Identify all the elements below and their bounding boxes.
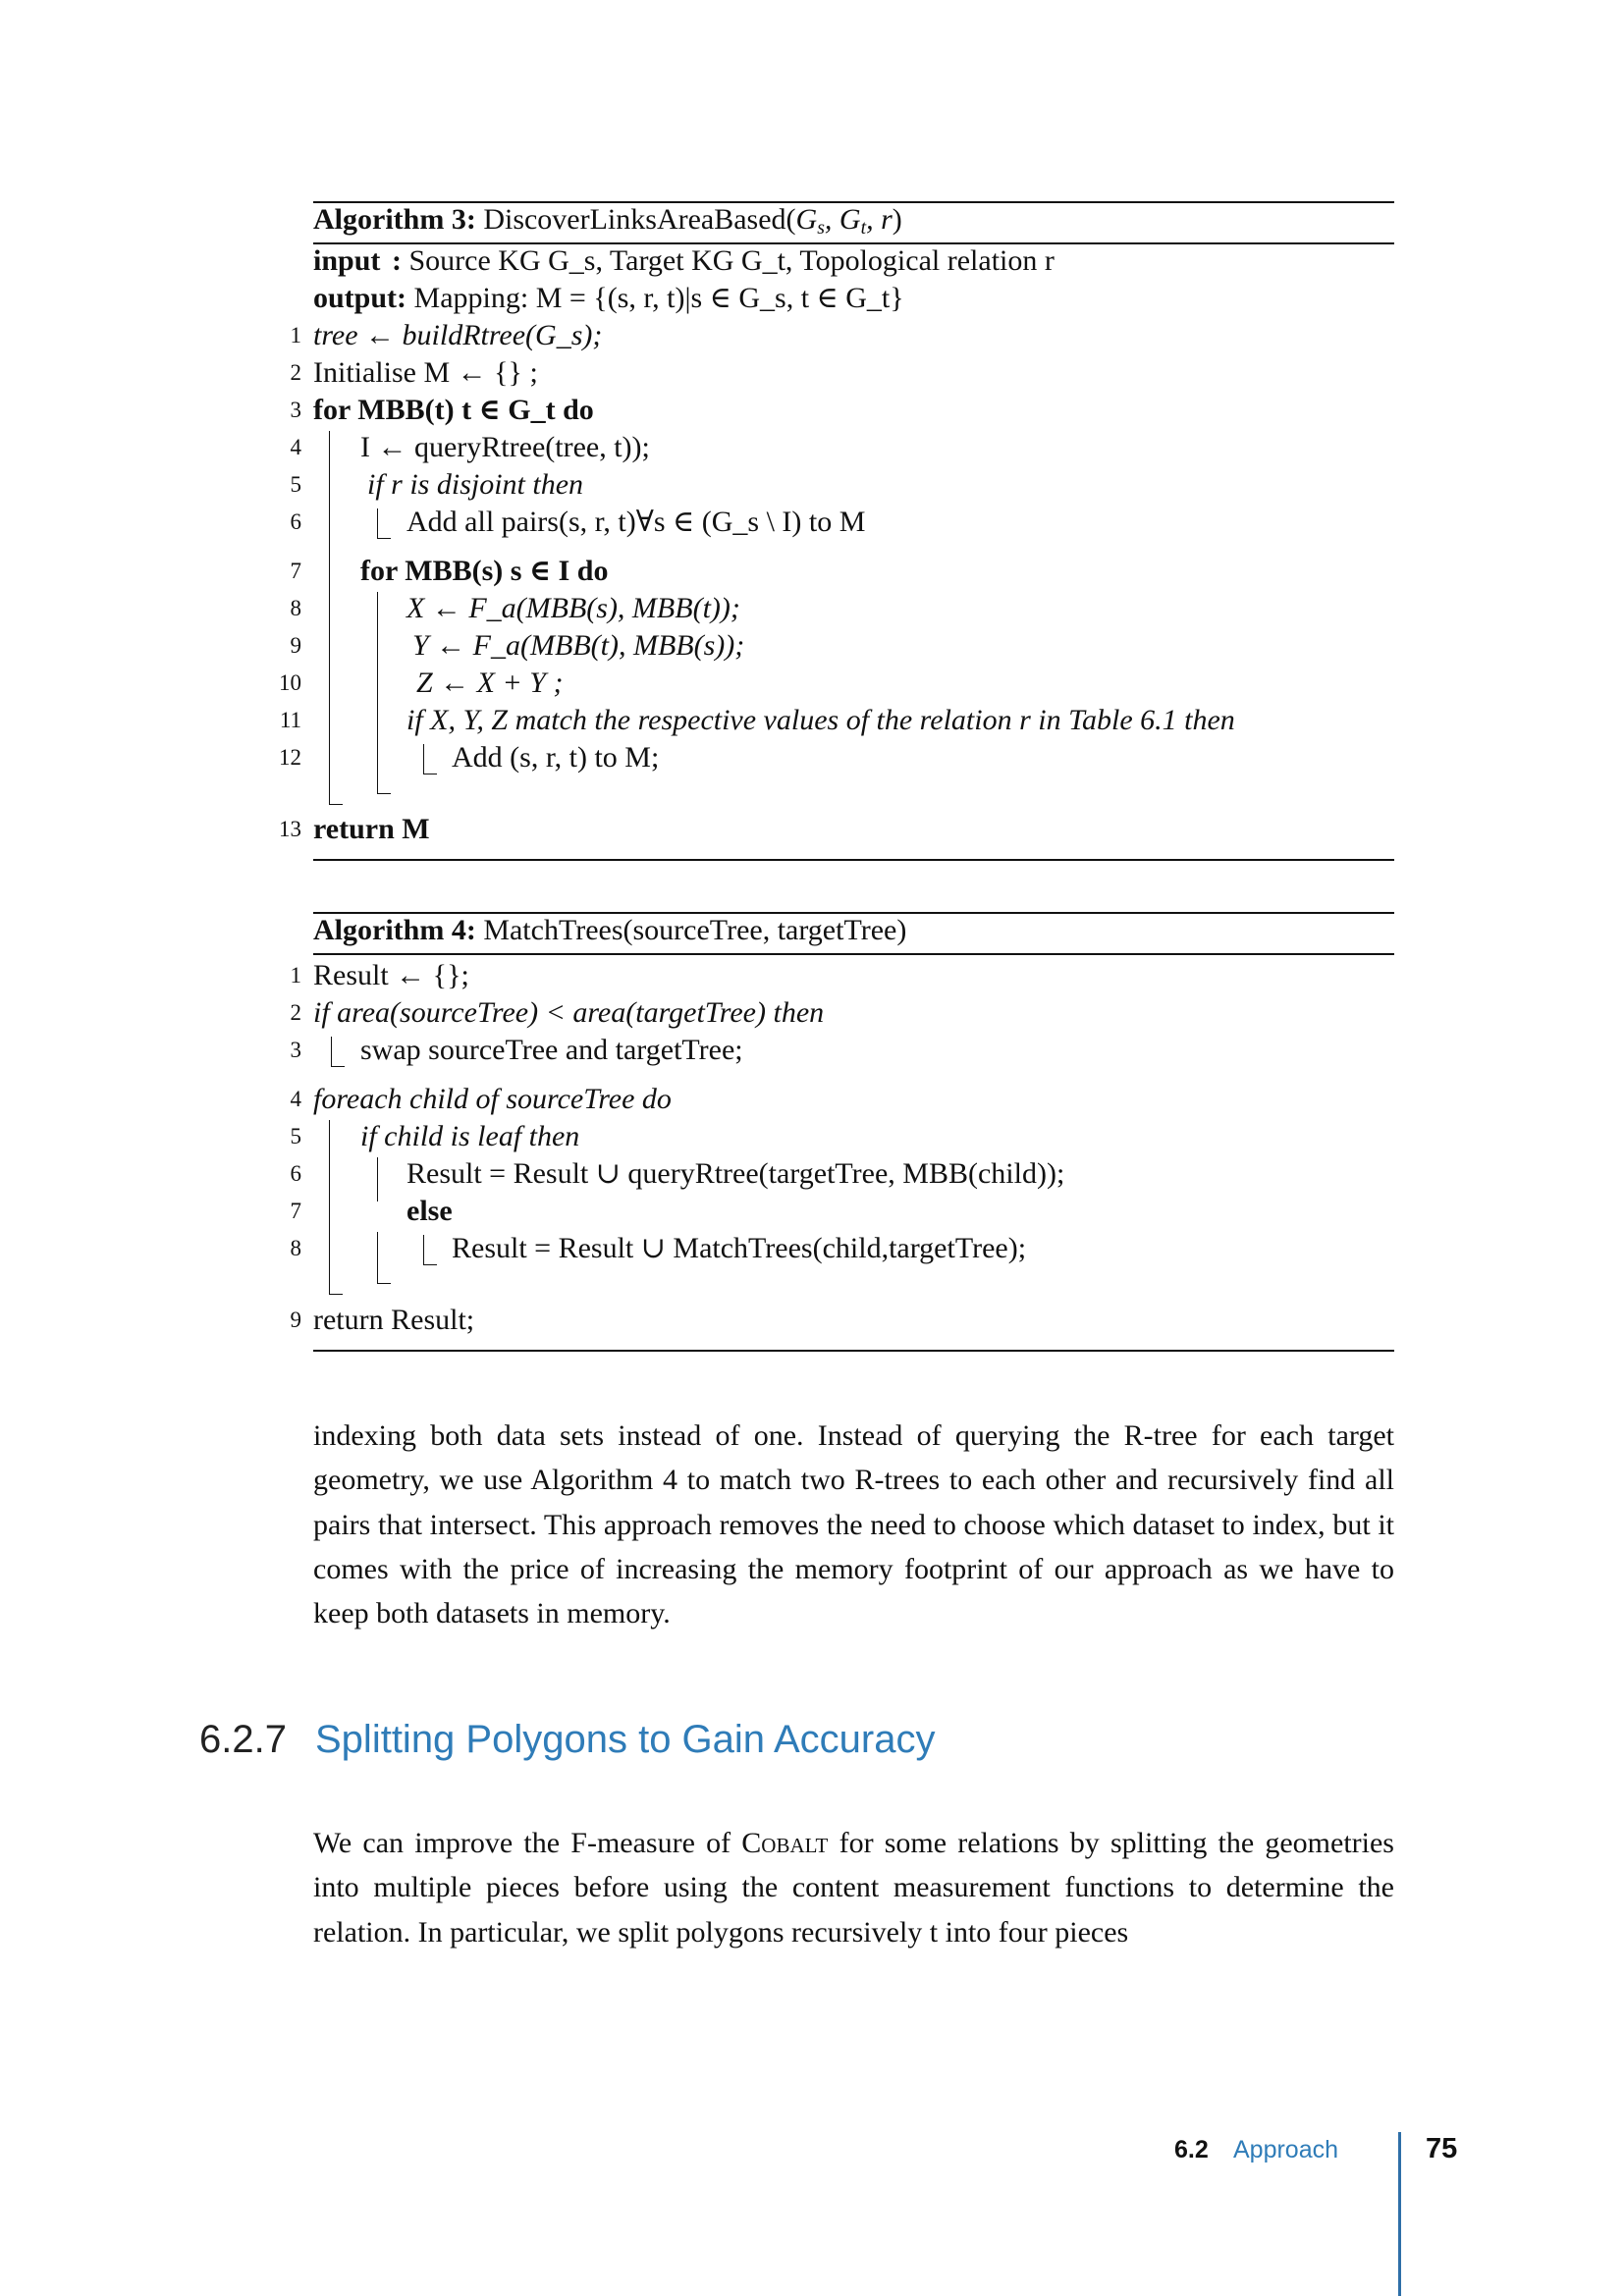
line-number: 6 bbox=[290, 1161, 301, 1186]
paragraph-2-start: We can improve the F-measure of bbox=[313, 1827, 742, 1859]
algorithm-3-output: output: Mapping: M = {(s, r, t)|s ∈ G_s, t ∈ G_t} bbox=[313, 282, 904, 314]
algo3-line-text: tree ← buildRtree(G_s); bbox=[313, 319, 603, 351]
block-bar bbox=[331, 1037, 332, 1066]
line-number: 1 bbox=[290, 323, 301, 347]
algorithm-3-input-label: input bbox=[313, 244, 381, 277]
line-number: 4 bbox=[290, 1087, 301, 1111]
line-number: 7 bbox=[290, 1199, 301, 1223]
block-bar bbox=[329, 431, 330, 804]
line-number: 2 bbox=[290, 1000, 301, 1025]
algo3-line bbox=[290, 356, 538, 390]
algorithm-3-name: DiscoverLinksAreaBased( bbox=[483, 203, 796, 236]
body-paragraph-1: indexing both data sets instead of one. Instead of querying the R-tree for each target geometry, we use Algorithm 4 to match two R-trees to each other and recursively find all pairs that intersect. This approach removes the need to choose which dataset to index, but it comes with the price of increasing the memory footprint of our approach as we have to keep both datasets in memory. bbox=[313, 1419, 1394, 1630]
algo3-line-text: if r is disjoint then bbox=[367, 468, 584, 501]
algo3-line-text: X ← F_a(MBB(s), MBB(t)); bbox=[406, 592, 740, 624]
algo3-line-text: if X, Y, Z match the respective values of the relation r in Table 6.1 then bbox=[406, 704, 1235, 736]
algorithm-4-label: Algorithm 4: bbox=[313, 914, 476, 946]
line-number: 5 bbox=[290, 1124, 301, 1148]
line-number: 3 bbox=[290, 1038, 301, 1062]
block-bar-end bbox=[423, 1264, 437, 1265]
algo4-line-text: Result = Result ∪ MatchTrees(child,targetTree); bbox=[452, 1232, 1027, 1264]
block-bar-end bbox=[329, 804, 343, 805]
line-number: 8 bbox=[290, 1236, 301, 1260]
algo4-line bbox=[290, 1083, 672, 1116]
block-bar-end bbox=[329, 1294, 343, 1295]
algo3-line bbox=[290, 468, 584, 502]
algo4-line bbox=[290, 1120, 580, 1153]
block-bar bbox=[329, 1120, 330, 1294]
algo3-line-text: Initialise M ← {} ; bbox=[313, 356, 538, 389]
algo4-line bbox=[290, 1195, 453, 1228]
algo3-line-text: Add all pairs(s, r, t)∀s ∈ (G_s \ I) to M bbox=[406, 506, 866, 538]
algorithm-3-output-text: Mapping: M = {(s, r, t)|s ∈ G_s, t ∈ G_t} bbox=[413, 282, 904, 314]
line-number: 11 bbox=[279, 708, 301, 732]
body-paragraph-2 bbox=[313, 1821, 1394, 1954]
block-bar-end bbox=[331, 1066, 345, 1067]
line-number: 6 bbox=[290, 509, 301, 534]
block-bar bbox=[423, 744, 424, 774]
algo3-line bbox=[290, 592, 740, 625]
line-number: 2 bbox=[290, 360, 301, 385]
algorithm-4-bottom-rule bbox=[313, 1350, 1394, 1352]
algo4-line bbox=[290, 1157, 1065, 1191]
algo3-line bbox=[290, 629, 745, 663]
algo3-line bbox=[279, 704, 1235, 737]
line-number: 4 bbox=[290, 435, 301, 459]
section-number: 6.2.7 bbox=[199, 1718, 287, 1761]
block-bar bbox=[377, 508, 378, 538]
algo4-line-text: foreach child of sourceTree do bbox=[313, 1083, 672, 1115]
algo3-line bbox=[279, 667, 564, 700]
block-bar bbox=[423, 1235, 424, 1264]
line-number: 7 bbox=[290, 559, 301, 583]
line-number: 13 bbox=[279, 817, 301, 841]
algorithm-3-caption: Algorithm 3: $DiscoverLinksAreaBased(G_s$, $G_t$, r) bbox=[313, 203, 902, 239]
algo4-line-text: swap sourceTree and targetTree; bbox=[360, 1034, 743, 1066]
algorithm-3-input: input : Source KG G_s, Target KG G_t, Topological relation r bbox=[313, 244, 1055, 277]
footer-section-number: 6.2 bbox=[1174, 2136, 1209, 2163]
section-title: Splitting Polygons to Gain Accuracy bbox=[315, 1718, 936, 1761]
algo4-line bbox=[290, 1034, 743, 1067]
algo4-line-text: return Result; bbox=[313, 1304, 475, 1336]
algorithm-3-input-text: Source KG G_s, Target KG G_t, Topological relation r bbox=[408, 244, 1055, 277]
algo3-line-text: return M bbox=[313, 813, 430, 845]
algo4-line-text: else bbox=[406, 1195, 453, 1227]
footer-section-title: Approach bbox=[1233, 2136, 1339, 2163]
block-bar bbox=[377, 1232, 378, 1283]
algorithm-3-caption-close: ) bbox=[892, 203, 902, 236]
algorithm-4-caption-rule bbox=[313, 953, 1394, 955]
algo4-line bbox=[290, 959, 469, 992]
algorithm-3-output-label: output bbox=[313, 282, 398, 314]
block-bar bbox=[377, 1157, 378, 1201]
algo4-line-text: if child is leaf then bbox=[360, 1120, 580, 1152]
algo3-line bbox=[279, 813, 430, 846]
block-bar bbox=[377, 592, 378, 793]
algo3-line bbox=[290, 394, 594, 427]
line-number: 5 bbox=[290, 472, 301, 497]
line-number: 1 bbox=[290, 963, 301, 988]
block-bar-end bbox=[377, 538, 391, 539]
line-number: 9 bbox=[290, 633, 301, 658]
system-name: Cobalt bbox=[741, 1827, 829, 1859]
algo4-line bbox=[290, 1232, 1027, 1265]
algo3-line-text: Add (s, r, t) to M; bbox=[452, 741, 660, 774]
line-number: 9 bbox=[290, 1308, 301, 1332]
algo3-line bbox=[290, 431, 650, 464]
algorithm-3-label: Algorithm 3: bbox=[313, 203, 476, 236]
algo3-line-text: for MBB(s) s ∈ I do bbox=[360, 555, 609, 587]
line-number: 3 bbox=[290, 398, 301, 422]
algo4-line bbox=[290, 1304, 475, 1337]
line-number: 12 bbox=[279, 745, 301, 770]
block-bar-end bbox=[377, 1283, 391, 1284]
line-number: 10 bbox=[279, 670, 301, 695]
algorithm-4-caption bbox=[313, 914, 906, 947]
line-number: 8 bbox=[290, 596, 301, 620]
algo3-line-text: I ← queryRtree(tree, t)); bbox=[360, 431, 650, 463]
algo3-line-text: Z ← X + Y ; bbox=[416, 667, 564, 699]
algo4-line-text: if area(sourceTree) < area(targetTree) then bbox=[313, 996, 825, 1029]
algo3-line bbox=[290, 555, 609, 588]
block-bar-end bbox=[377, 793, 391, 794]
algo4-line bbox=[290, 996, 825, 1030]
algo4-line-text: Result = Result ∪ queryRtree(targetTree, MBB(child)); bbox=[406, 1157, 1065, 1190]
paragraph-2-end: for some relations by splitting the geometries into multiple pieces before using the content measurement functions to determine the relation. In particular, we split polygons recursively t into four pieces bbox=[313, 1827, 1394, 1949]
algo3-line-text: for MBB(t) t ∈ G_t do bbox=[313, 394, 594, 426]
page-number: 75 bbox=[1426, 2133, 1458, 2164]
algo3-line bbox=[290, 506, 866, 539]
algo3-line bbox=[290, 319, 603, 352]
algo3-line bbox=[279, 741, 660, 774]
algorithm-3-bottom-rule bbox=[313, 859, 1394, 861]
algo3-line-text: Y ← F_a(MBB(t), MBB(s)); bbox=[412, 629, 745, 662]
algorithm-4-name: MatchTrees(sourceTree, targetTree) bbox=[483, 914, 907, 946]
footer-rule bbox=[1398, 2132, 1401, 2296]
algo4-line-text: Result ← {}; bbox=[313, 959, 469, 991]
